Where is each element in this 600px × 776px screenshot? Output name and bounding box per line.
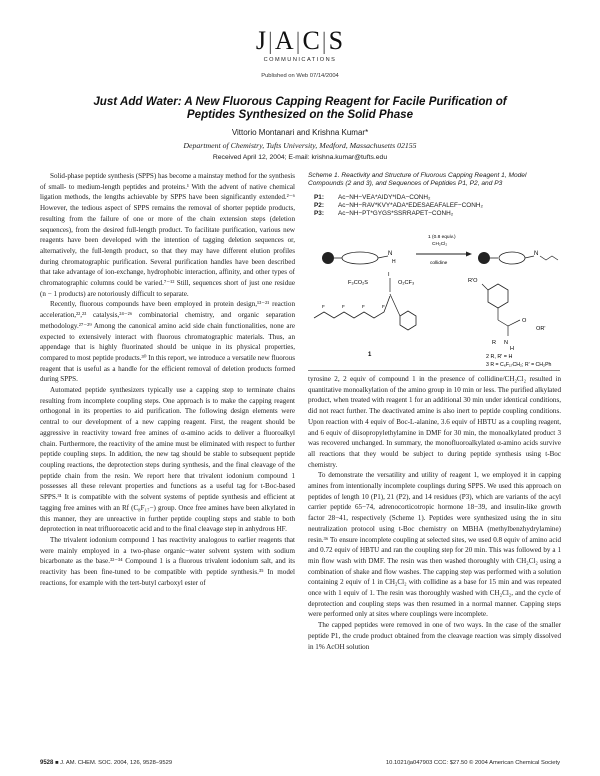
paragraph: Recently, fluorous compounds have been employed in protein design,¹³⁻²¹ reaction acceleration,²²,²³ catalysis,²⁴⁻²⁶ combinatorial chemistry, and organic separation methodology.²⁷⁻²⁹ Among the canonical amino acid side chain functionalities, none are expected to extensively interact with fluorous chromatographic materials. Thus, an appendage that is highly fluorinated should be unique in its physical properties, compared to most peptide products.³⁰ In this report, we introduce a versatile new fluorous reagent that is useful as a handle for the efficient removal of deletion products formed during SPPS. [40,300,295,384]
phenyl-ring [400,311,416,330]
left-column [40,171,295,588]
amine-label: N [388,250,393,257]
journal-reference: J. AM. CHEM. SOC. 2004, 126, 9528−9529 [60,760,173,766]
article-title [40,95,560,121]
arrow-solvent: CH₂Cl₂ [432,241,448,247]
compound-3-label: 3 R = C₆F₁₇CH₂; R' = CH₂Ph [486,361,552,368]
journal-logo: J|A|C|S COMMUNICATIONS [0,28,600,63]
paragraph: The trivalent iodonium compound 1 has reactivity analogous to earlier reagents that were mainly employed in a two-phase organic−water solvent system with sodium bicarbonate as the base.³²⁻³⁴ Compound 1 is a fluorous trivalent iodonium salt, and its reactivity has been fine-tuned to be compatible with peptide synthesis.³⁵ In model reactions, for example with the tert-butyl carboxyl ester of [40,535,295,587]
logo-letter: C [302,26,321,55]
published-date: Published on Web 07/14/2004 [261,73,339,79]
ro-label: R'O [468,277,478,284]
svg-text:I: I [388,271,390,278]
paragraph: Solid-phase peptide synthesis (SPPS) has become a mainstay method for the synthesis of small- to medium-length peptides and proteins.¹ With the advent of native chemical ligation methods, the lengths achievable by SPPS have been significantly extended.²⁻⁶ However, the tedious aspect of SPPS remains the removal of shorter peptide products, resulting from the failure of one or more of the chain extension steps (deletion sequences), from the desired full-length product. To facilitate purification, various new reagents have been developed with the intention of tagging deletion sequences or, alternatively, the full-length product, so that they may have different elution profiles during chromatographic purification. Several purification handles have been described that take advantage of ion-exchange, hydrophobic interaction, affinity, and other types of chromatographic columns could be varied.⁷⁻¹² Still, sequences short of just one residue (n − 1 products) are notoriously difficult to separate. [40,172,295,298]
svg-text:O: O [522,317,527,324]
svg-text:N: N [534,250,539,257]
authors: Vittorio Montanari and Krishna Kumar* [231,128,369,137]
fluorous-chain [314,296,390,318]
logo-letter: S [328,26,345,55]
svg-text:H: H [510,345,515,352]
resin-bead [478,252,490,264]
arrow-base: collidine [430,260,448,266]
paragraph: The capped peptides were removed in one of two ways. In the case of the smaller peptide P1, the crude product obtained from the cleavage reaction was simply dissolved in 1% AcOH solution [308,621,561,651]
paragraph: Automated peptide synthesizers typically use a capping step to terminate chains resulting from incomplete coupling steps. One approach is to make the capping reagent orthogonal in its properties to aid purification. The following design elements were central to our development of a new capping reagent. First, the reagent should be aggressive in reactivity toward free amines of α-amino acids to deliver a fluoroalkyl chain. Furthermore, the reactivity of the amine must be eliminated with respect to further peptide coupling steps. In addition, the new tag should be stable to subsequent peptide coupling reactions, the deprotection steps during synthesis, and the final cleavage of the peptide chain from the resin. We report here that trivalent iodonium compound 1 possesses all these relevant properties and functions as a useful tag for t-Boc-based SPPS.³¹ It is compatible with the solvent systems of peptide synthesis and efficient at tagging free amines with an Rf (C₈F₁₇−) group. Once free amines have been alkylated in this manner, they are unreactive in further peptide coupling steps and stable to both deprotection in neat trifluoroacetic acid and to the final cleavage step in anhydrous HF. [40,386,295,534]
svg-text:N: N [504,339,509,346]
scheme-divider [308,370,560,371]
scheme-caption: Scheme 1. Reactivity and Structure of Fluorous Capping Reagent 1, Model Compounds (2 and 3), and Sequences of Peptides P1, P2, and P3 [308,172,527,188]
title-line-1: Just Add Water: A New Fluorous Capping Reagent for Facile Purification of [93,95,507,108]
peptide-p3: P3: Ac−NH−PT*GYGS*SSRRAPET−CONH₂ [314,209,454,217]
affiliation: Department of Chemistry, Tufts University, Medford, Massachusetts 02155 [183,141,417,150]
scheme-structures [308,218,560,368]
footer-left: 9528 ■ J. AM. CHEM. SOC. 2004, 126, 9528−9529 [40,760,173,766]
footer-doi: 10.1021/ja047903 CCC: $27.50 © 2004 American Chemical Society [385,760,560,766]
svg-text:F: F [342,303,345,309]
peptide-p2: P2: Ac−NH−RAV*KVY*ADA*EDESAEAFALEF−CONH₂ [314,201,483,209]
logo-letter: A [274,26,295,55]
logo-letter: J [255,26,268,55]
svg-text:F: F [382,303,385,309]
peptide-chain-icon [342,252,378,264]
arrow-reagent: 1 (0.8 equiv.) [428,234,456,240]
scheme-1 [308,172,560,368]
right-column [308,374,561,652]
paragraph: tyrosine 2, 2 equiv of compound 1 in the presence of collidine/CH₂Cl₂ resulted in quantitative monoalkylation of the amino group in 10 min or less. The purified alkylated product, when treated with reagent 1 for an additional 30 min under identical conditions, did not react further. The deactivated amine is also inert to peptide coupling conditions. Upon reaction with 4 equiv of Boc-L-alanine, 3.6 equiv of HBTU as a coupling reagent, and 6 equiv of diisopropylethylamine in DMF for 30 min, the monoalkylated product 3 was recovered unchanged. In summary, the monofluoroalkylated α-amino acids survive all reactions that they would be subject to during peptide synthesis using t-Boc chemistry. [308,375,561,469]
peptide-p1: P1: Ac−NH−VEA*AIDY*IDA−CONH₂ [314,193,431,201]
svg-text:O₂CF₃: O₂CF₃ [398,279,415,286]
r-label: R [492,339,497,346]
peptide-list [308,194,560,218]
logo-subtitle: COMMUNICATIONS [263,57,337,63]
page-number: 9528 [40,760,54,766]
compound-1-label: 1 [368,351,372,358]
triflyl-group: F₃CO₂S [348,279,368,286]
compound-2-label: 2 R, R' = H [486,353,513,360]
paragraph: To demonstrate the versatility and utility of reagent 1, we employed it in capping amines from intentionally incomplete couplings during SPPS. We used this approach on peptides of length 10 (P1), 21 (P2), and 14 residues (P3), which are variants of the acyl carrier peptide 65−74, adrenocorticotropic hormone 18−39, and insulin-like growth factor 28−41, respectively (Scheme 1). Peptides were synthesized using the in situ neutralization protocol using t-Boc chemistry on MBHA (methylbenzhydrylamine) resin.³⁶ To ensure incomplete coupling at selected sites, we used 0.8 equiv of amino acid and 0.72 equiv of HBTU and ran the coupling step for 20 min. This was followed by a 1 min flow wash with DMF. The resin was then washed thoroughly with CH₂Cl₂ using a combination of shake and flow washes. The capping step was performed with a solution containing 2 equiv of 1 in CH₂Cl₂ with collidine as a base for 15 min and was repeated once with 1 equiv of 1. The resin was thoroughly washed with CH₂Cl₂, and the cycle of deprotection and coupling steps was then resumed in a normal manner. Capping steps were performed only at sites where couplings were incomplete. [308,471,561,619]
svg-text:OR': OR' [536,325,546,332]
title-line-2: Peptides Synthesized on the Solid Phase [186,108,414,121]
received-email: Received April 12, 2004; E-mail: krishna.kumar@tufts.edu [212,154,388,161]
resin-bead [322,252,334,264]
svg-text:H: H [392,258,396,265]
tyrosine-ring [488,284,508,308]
svg-text:F: F [362,303,365,309]
svg-text:F: F [322,303,325,309]
